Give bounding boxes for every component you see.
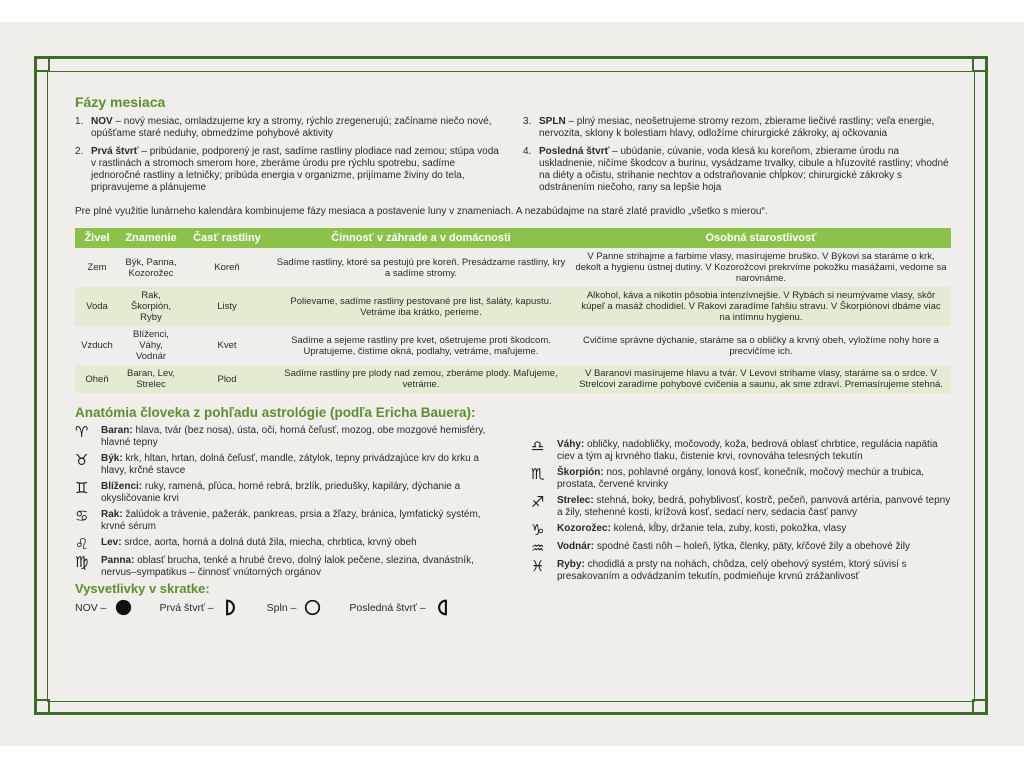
lunar-note: Pre plné využitie lunárneho kalendára kombinujeme fázy mesiaca a postavenie luny v znameniach. A nezabúdajme na staré zlaté pravidlo „všetko s mierou“. [75,206,768,217]
zodiac-item: ♐ Strelec: stehná, boky, bedrá, pohyblivosť, kostrč, pečeň, panvová artéria, panvové tepny a žily, stehenné kosti, krížová kosť, sedací nerv, sedacia časť panvy [531,493,951,518]
sagittarius-icon: ♐ [531,493,545,511]
phase-item: 4. Posledná štvrť – ubúdanie, cúvanie, voda klesá ku koreňom, zbierame úrodu na uskladnenie, ničíme škodcov a burinu, vysádzame trvalky, cibule a hľuzovité rastliny; vhodné na diéty a očistu, strihanie nechtov a odstraňovanie chĺpkov; chirurgické zákroky s odstránením niečoho, rany sa lepšie hoja [523,146,949,193]
zodiac-item: ♏ Škorpión: nos, pohlavné orgány, lonová kosť, konečník, močový mechúr a trubica, prostata, červené krvinky [531,465,925,490]
legend-item: Posledná štvrť – [349,599,450,616]
frame-corner [34,699,50,715]
scorpio-icon: ♏ [531,465,545,483]
zodiac-item: ♓ Ryby: chodidlá a prsty na nohách, chôdza, celý obehový systém, ktorý súvisí s presakovaním a odvádzaním tekutín, podmieňuje krvnú zrážanlivosť [531,557,907,582]
legend-item: Spln – [267,599,322,616]
zodiac-item: ♌ Lev: srdce, aorta, horná a dolná dutá žila, miecha, chrbtica, krvný obeh [75,535,417,553]
virgo-icon: ♍ [75,553,89,571]
taurus-icon: ♉ [75,451,89,469]
frame-corner [972,56,988,72]
libra-icon: ♎ [531,437,545,455]
aquarius-icon: ♒ [531,539,545,557]
table-header: Časť rastliny [183,228,271,248]
table-row: Vzduch Blíženci, Váhy, Vodnár Kvet Sadíme a sejeme rastliny pre kvet, ošetrujeme proti škodcom. Upratujeme, čistíme okná, podlahy, vetráme, maľujeme. Cvičíme správne dýchanie, staráme sa o obličky a krvný obeh, vyložíme nohy hore a precvičíme ich. [81,329,939,362]
zodiac-item: ♉ Býk: krk, hltan, hrtan, dolná čeľusť, mandle, zátylok, tepny privádzajúce krv do krku a hlavy, krčné stavce [75,451,479,476]
moon-legend [75,599,500,616]
elements-table [75,228,951,393]
first-quarter-icon [222,599,239,616]
table-header: Živel [75,228,119,248]
anatomy-section [75,425,951,616]
table-header: Činnosť v záhrade a v domácnosti [271,228,571,248]
moon-phases-title: Fázy mesiaca [75,94,166,110]
anatomy-title: Anatómia človeka z pohľadu astrológie (podľa Ericha Bauera): [75,405,476,420]
phase-item: 2. Prvá štvrť – pribúdanie, podporený je rast, sadíme rastliny plodiace nad zemou; stúpa voda v rastlinách a stromoch smerom hore, zberáme úrodu pre rýchlu spotrebu, sadíme jednoročné rastliny a letničky; pribúda energia v organizme, prijímame živiny do tela, pripravujeme a plánujeme [75,146,499,193]
table-header: Osobná starostlivosť [571,228,951,248]
table-row: Zem Býk, Panna, Kozorožec Koreň Sadíme rastliny, ktoré sa pestujú pre koreň. Presádzame rastliny, kry a sadíme stromy. V Panne strihajme a farbime vlasy, masírujeme bruško. V Býkovi sa staráme o krk, dekolt a hygienu ústnej dutiny. V Kozorožcovi prekrvíme pokožku masážami, vedome sa narovnáme. [87,251,947,284]
zodiac-item: ♒ Vodnár: spodné časti nôh – holeň, lýtka, členky, päty, kŕčové žily a obehové žily [531,539,910,557]
table-row: Oheň Baran, Lev, Strelec Plod Sadíme rastliny pre plody nad zemou, zberáme plody. Maľujeme, vetráme. V Baranovi masírujeme hlavu a tvár. V Levovi strihame vlasy, staráme sa o srdce. V Strelcovi zaradíme pohybové cvičenia a saunu, ak sme zdraví. Premasírujeme stehná. [75,365,951,393]
document-content [75,96,951,616]
new-moon-icon [115,599,132,616]
last-quarter-icon [434,599,451,616]
zodiac-item: ♈ Baran: hlava, tvár (bez nosa), ústa, oči, horná čeľusť, mozog, obe mozgové hemisféry, hlavné tepny [75,423,486,448]
zodiac-item: ♎ Váhy: obličky, nadobličky, močovody, koža, bedrová oblasť chrbtice, regulácia napätia ciev a tým aj krvného tlaku, čistenie krvi, rovnováha telesných tekutín [531,437,938,462]
full-moon-icon [304,599,321,616]
table-header-row [75,228,951,248]
zodiac-item: ♊ Blíženci: ruky, ramená, pľúca, horné rebrá, brzlík, priedušky, kapiláry, dýchanie a okysličovanie krvi [75,479,461,504]
pisces-icon: ♓ [531,557,545,575]
leo-icon: ♌ [75,535,89,553]
zodiac-item: ♑ Kozorožec: kolená, kĺby, držanie tela, zuby, kosti, pokožka, vlasy [531,521,847,539]
zodiac-item: ♍ Panna: oblasť brucha, tenké a hrubé črevo, dolný lalok pečene, slezina, dvanástník, nervus–sympatikus – činnosť vnútorných orgánov [75,553,474,578]
phase-item: 1. NOV – nový mesiac, omladzujeme kry a stromy, rýchlo zregenerujú; začíname niečo nové, opúšťame staré neduhy, obmedzíme pohybové aktivity [75,116,492,139]
frame-corner [972,699,988,715]
legend-item: Prvá štvrť – [160,599,239,616]
capricorn-icon: ♑ [531,521,545,539]
aries-icon: ♈ [75,423,89,441]
table-row: Voda Rak, Škorpión, Ryby Listy Polievame, sadíme rastliny pestované pre list, šaláty, kapustu. Vetráme iba krátko, perieme. Alkohol, káva a nikotín pôsobia intenzívnejšie. V Rybách si neumývame vlasy, skôr kúpeľ a masáž chodidiel. V Rakovi zaradíme ľahšiu stravu. V Škorpiónovi dbáme viac na intímnu hygienu. [75,287,951,326]
cancer-icon: ♋ [75,507,89,525]
gemini-icon: ♊ [75,479,89,497]
table-header: Znamenie [119,228,183,248]
moon-phases-list [75,116,951,200]
legend-title: Vysvetlivky v skratke: [75,581,210,596]
frame-corner [34,56,50,72]
legend-item: NOV – [75,599,132,616]
zodiac-item: ♋ Rak: žalúdok a trávenie, pažerák, pankreas, prsia a žľazy, bránica, lymfatický systém, krvné sérum [75,507,481,532]
phase-item: 3. SPLN – plný mesiac, neošetrujeme stromy rezom, zbierame liečivé rastliny; veľa energie, nervozita, sklony k bolestiam hlavy, odložíme chirurgické zákroky, aj očkovania [523,116,935,139]
